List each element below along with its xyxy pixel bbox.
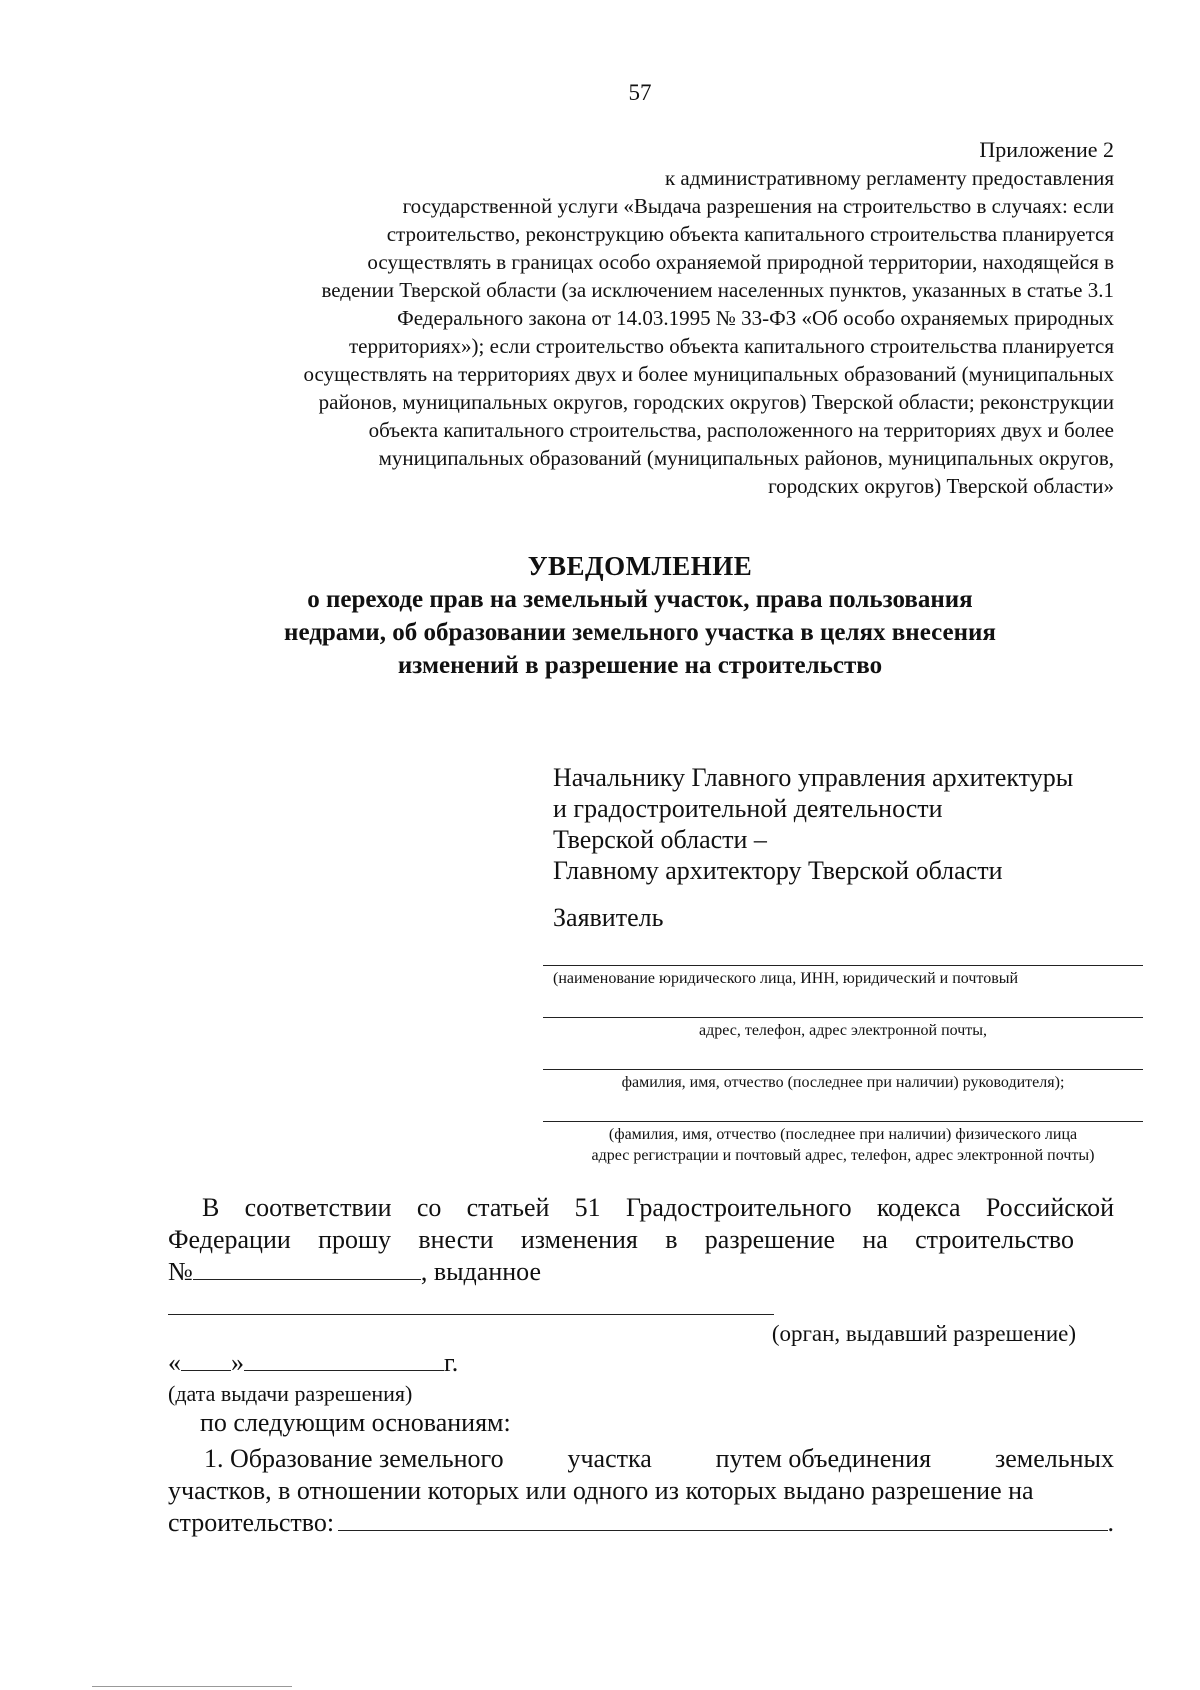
item-1-word: земельных [994,1444,1114,1473]
addressee-line: Главному архитектору Тверской области [553,856,1003,885]
title-line: о переходе прав на земельный участок, права пользования [307,586,973,613]
field-caption: фамилия, имя, отчество (последнее при наличии) руководителя); [621,1074,1065,1091]
field-caption: адрес, телефон, адрес электронной почты, [698,1022,988,1039]
item-1-word: участка [567,1444,652,1473]
date-caption: (дата выдачи разрешения) [168,1381,413,1406]
line-end-period: . [1107,1508,1114,1537]
construction-label: строительство: [168,1508,335,1537]
issue-date-row [168,1348,458,1378]
organ-caption: (орган, выдавший разрешение) [771,1321,1076,1346]
appendix-title: Приложение 2 [979,137,1114,162]
applicant-address-field[interactable] [543,1017,1143,1018]
field-caption: адрес регистрации и почтовый адрес, телефон, адрес электронной почты) [591,1147,1095,1164]
request-line-2: Федерации прошу внести изменения в разрешение на строительство [168,1225,1074,1254]
issue-day-field[interactable] [181,1348,231,1371]
appendix-line: районов, муниципальных округов, городских округов) Тверской области; реконструкции [318,390,1114,414]
appendix-line: городских округов) Тверской области» [768,474,1114,498]
item-1-word: путем объединения [715,1444,932,1473]
appendix-line: объекта капитального строительства, расположенного на территориях двух и более [368,418,1114,442]
addressee-block [553,762,1153,886]
appendix-line: муниципальных образований (муниципальных районов, муниципальных округов, [378,446,1114,470]
title-line: изменений в разрешение на строительство [397,652,883,679]
request-line-1: В соответствии со статьей 51 Градостроительного кодекса Российской [202,1193,1114,1222]
applicant-name-field[interactable] [543,965,1143,966]
item-1-word: 1. Образование земельного [204,1444,504,1473]
document-title [200,550,1080,682]
appendix-line: к административному регламенту предоставления [664,166,1114,190]
number-sign: № [168,1257,193,1286]
issuing-authority-field[interactable] [168,1314,774,1315]
appendix-line: Федерального закона от 14.03.1995 № 33-ФЗ «Об особо охраняемых природных [397,306,1114,330]
applicant-label: Заявитель [553,903,664,932]
merged-plots-permit-field[interactable] [338,1508,1107,1531]
appendix-header [154,136,1114,500]
appendix-line: строительство, реконструкцию объекта капитального строительства планируется [386,222,1114,246]
applicant-head-field[interactable] [543,1069,1143,1070]
applicant-person-field[interactable] [543,1121,1143,1122]
item-1-line-3 [168,1507,1114,1539]
appendix-line: осуществлять на территориях двух и более муниципальных образований (муниципальных [303,362,1114,386]
grounds-label: по следующим основаниям: [200,1408,511,1437]
addressee-line: Начальнику Главного управления архитектуры [553,763,1074,792]
appendix-line: ведении Тверской области (за исключением населенных пунктов, указанных в статье 3.1 [321,278,1114,302]
permit-number-row [168,1256,1114,1288]
date-open-quote: « [168,1348,181,1377]
title-line: недрами, об образовании земельного участка в целях внесения [284,619,996,646]
appendix-line: осуществлять в границах особо охраняемой природной территории, находящейся в [367,250,1114,274]
date-close-quote: » [231,1348,244,1377]
item-1-line-2: участков, в отношении которых или одного из которых выдано разрешение на [168,1476,1034,1505]
addressee-line: и градостроительной деятельности [553,794,943,823]
year-suffix: г. [444,1348,459,1377]
page-number: 57 [628,80,652,105]
issued-label: , выданное [420,1257,542,1286]
page-bottom-rule [92,1686,292,1687]
item-1-line-1 [168,1443,1114,1475]
appendix-line: государственной услуги «Выдача разрешения на строительство в случаях: если [402,194,1114,218]
field-caption: (фамилия, имя, отчество (последнее при наличии) физического лица [608,1126,1078,1143]
addressee-line: Тверской области – [553,825,767,854]
permit-number-field[interactable] [193,1257,421,1280]
title-main: УВЕДОМЛЕНИЕ [527,551,753,581]
field-caption: (наименование юридического лица, ИНН, юридический и почтовый [553,970,1019,987]
issue-month-year-field[interactable] [244,1348,444,1371]
ground-item-1 [168,1443,1114,1539]
appendix-line: территориях»); если строительство объекта капитального строительства планируется [348,334,1114,358]
